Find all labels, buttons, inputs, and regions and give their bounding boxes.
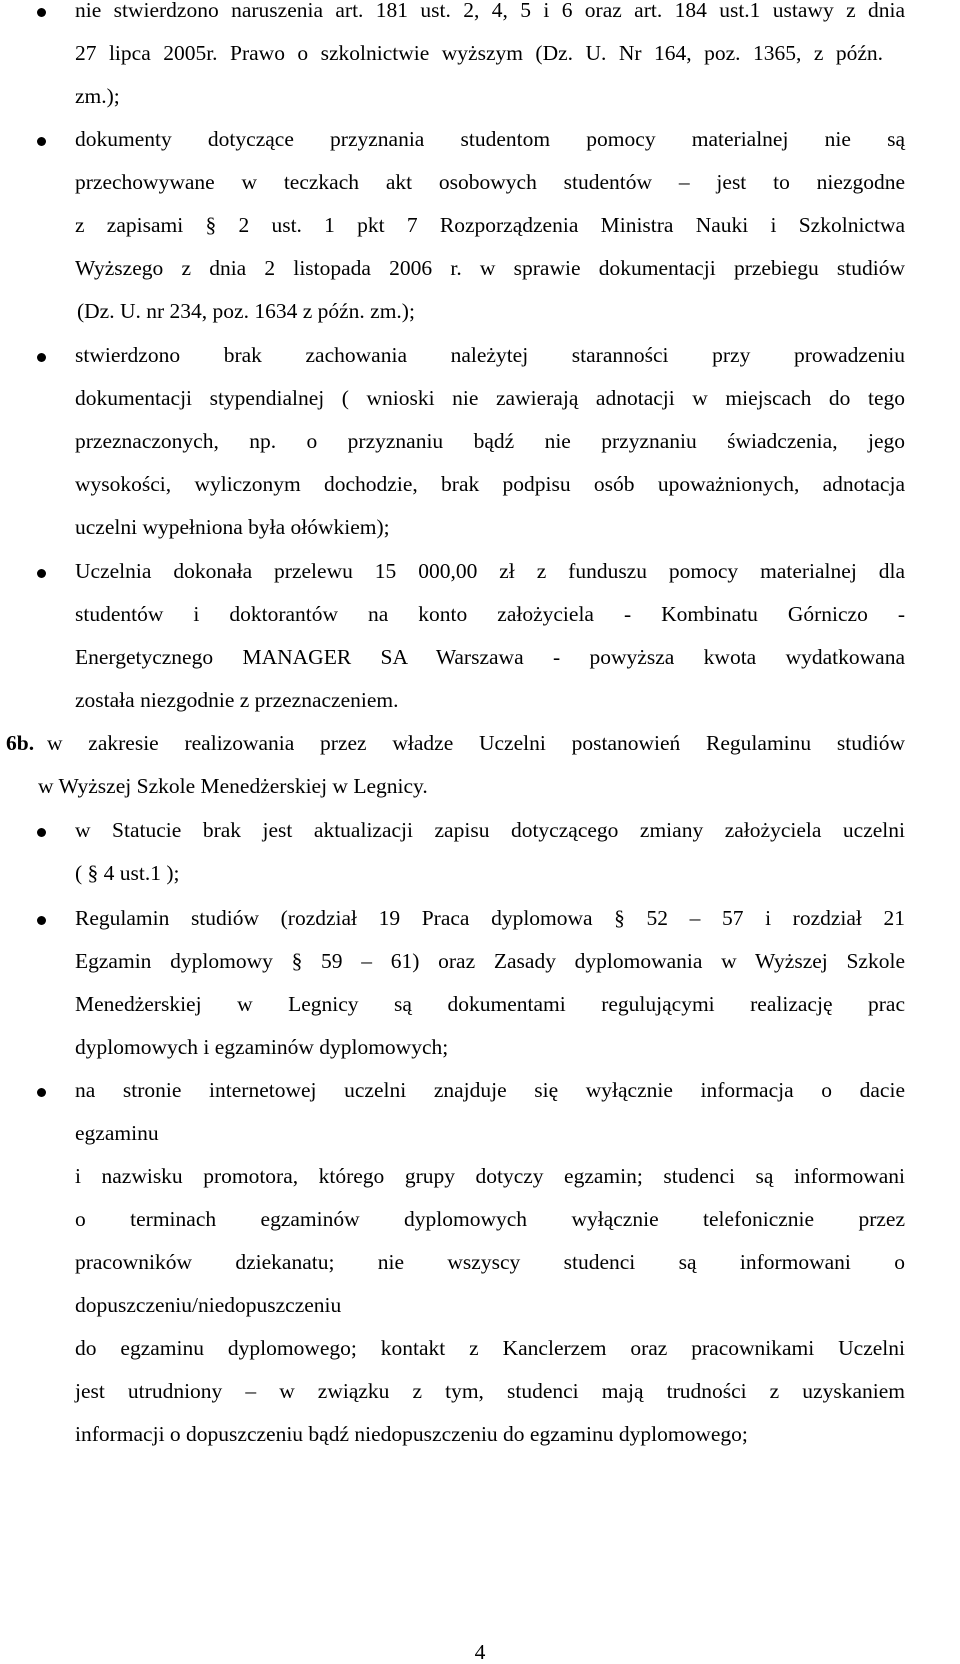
text-line: pracowników dziekanatu; nie wszyscy studenci są informowani o — [75, 1250, 905, 1274]
text-line: Uczelnia dokonała przelewu 15 000,00 zł z funduszu pomocy materialnej dla — [75, 559, 905, 583]
text-line: studentów i doktorantów na konto założyciela - Kombinatu Górniczo - — [75, 602, 905, 626]
text-line: wysokości, wyliczonym dochodzie, brak podpisu osób upoważnionych, adnotacja — [75, 472, 905, 496]
text-line: ( § 4 ust.1 ); — [75, 861, 180, 885]
text-line: (Dz. U. nr 234, poz. 1634 z późn. zm.); — [77, 299, 415, 323]
text-line: na stronie internetowej uczelni znajduje się wyłącznie informacja o dacie — [75, 1078, 905, 1102]
text-line: przeznaczonych, np. o przyznaniu bądź nie przyznaniu świadczenia, jego — [75, 429, 905, 453]
text-line: o terminach egzaminów dyplomowych wyłącznie telefonicznie przez — [75, 1207, 905, 1231]
text-line: zm.); — [75, 84, 120, 108]
text-line: uczelni wypełniona była ołówkiem); — [75, 515, 390, 539]
text-line: i nazwisku promotora, którego grupy dotyczy egzamin; studenci są informowani — [75, 1164, 905, 1188]
text-line: nie stwierdzono naruszenia art. 181 ust. 2, 4, 5 i 6 oraz art. 184 ust.1 ustawy z dnia — [75, 0, 905, 22]
section-heading-line: w zakresie realizowania przez władze Uczelni postanowień Regulaminu studiów — [47, 731, 905, 755]
bullet-marker — [37, 916, 46, 925]
text-line: w Statucie brak jest aktualizacji zapisu dotyczącego zmiany założyciela uczelni — [75, 818, 905, 842]
text-line: 27 lipca 2005r. Prawo o szkolnictwie wyższym (Dz. U. Nr 164, poz. 1365, z późn. — [75, 41, 883, 65]
text-line: dokumenty dotyczące przyznania studentom pomocy materialnej nie są — [75, 127, 905, 151]
text-line: została niezgodnie z przeznaczeniem. — [75, 688, 399, 712]
text-line: dokumentacji stypendialnej ( wnioski nie zawierają adnotacji w miejscach do tego — [75, 386, 905, 410]
text-line: dopuszczeniu/niedopuszczeniu — [75, 1293, 342, 1317]
bullet-marker — [37, 1088, 46, 1097]
text-line: Wyższego z dnia 2 listopada 2006 r. w sprawie dokumentacji przebiegu studiów — [75, 256, 905, 280]
bullet-marker — [37, 353, 46, 362]
text-line: do egzaminu dyplomowego; kontakt z Kanclerzem oraz pracownikami Uczelni — [75, 1336, 905, 1360]
text-line: egzaminu — [75, 1121, 159, 1145]
text-line: dyplomowych i egzaminów dyplomowych; — [75, 1035, 449, 1059]
section-label: 6b. — [6, 731, 35, 755]
bullet-marker — [37, 137, 46, 146]
bullet-marker — [37, 569, 46, 578]
text-line: Regulamin studiów (rozdział 19 Praca dyplomowa § 52 – 57 i rozdział 21 — [75, 906, 905, 930]
text-line: Energetycznego MANAGER SA Warszawa - powyższa kwota wydatkowana — [75, 645, 905, 669]
page-number: 4 — [474, 1640, 486, 1664]
text-line: stwierdzono brak zachowania należytej staranności przy prowadzeniu — [75, 343, 905, 367]
text-line: Egzamin dyplomowy § 59 – 61) oraz Zasady dyplomowania w Wyższej Szkole — [75, 949, 905, 973]
section-heading-line: w Wyższej Szkole Menedżerskiej w Legnicy. — [38, 774, 428, 798]
text-line: Menedżerskiej w Legnicy są dokumentami regulującymi realizację prac — [75, 992, 905, 1016]
text-line: informacji o dopuszczeniu bądź niedopuszczeniu do egzaminu dyplomowego; — [75, 1422, 748, 1446]
text-line: jest utrudniony – w związku z tym, studenci mają trudności z uzyskaniem — [75, 1379, 905, 1403]
bullet-marker — [37, 8, 46, 17]
bullet-marker — [37, 828, 46, 837]
text-line: z zapisami § 2 ust. 1 pkt 7 Rozporządzenia Ministra Nauki i Szkolnictwa — [75, 213, 905, 237]
text-line: przechowywane w teczkach akt osobowych studentów – jest to niezgodne — [75, 170, 905, 194]
